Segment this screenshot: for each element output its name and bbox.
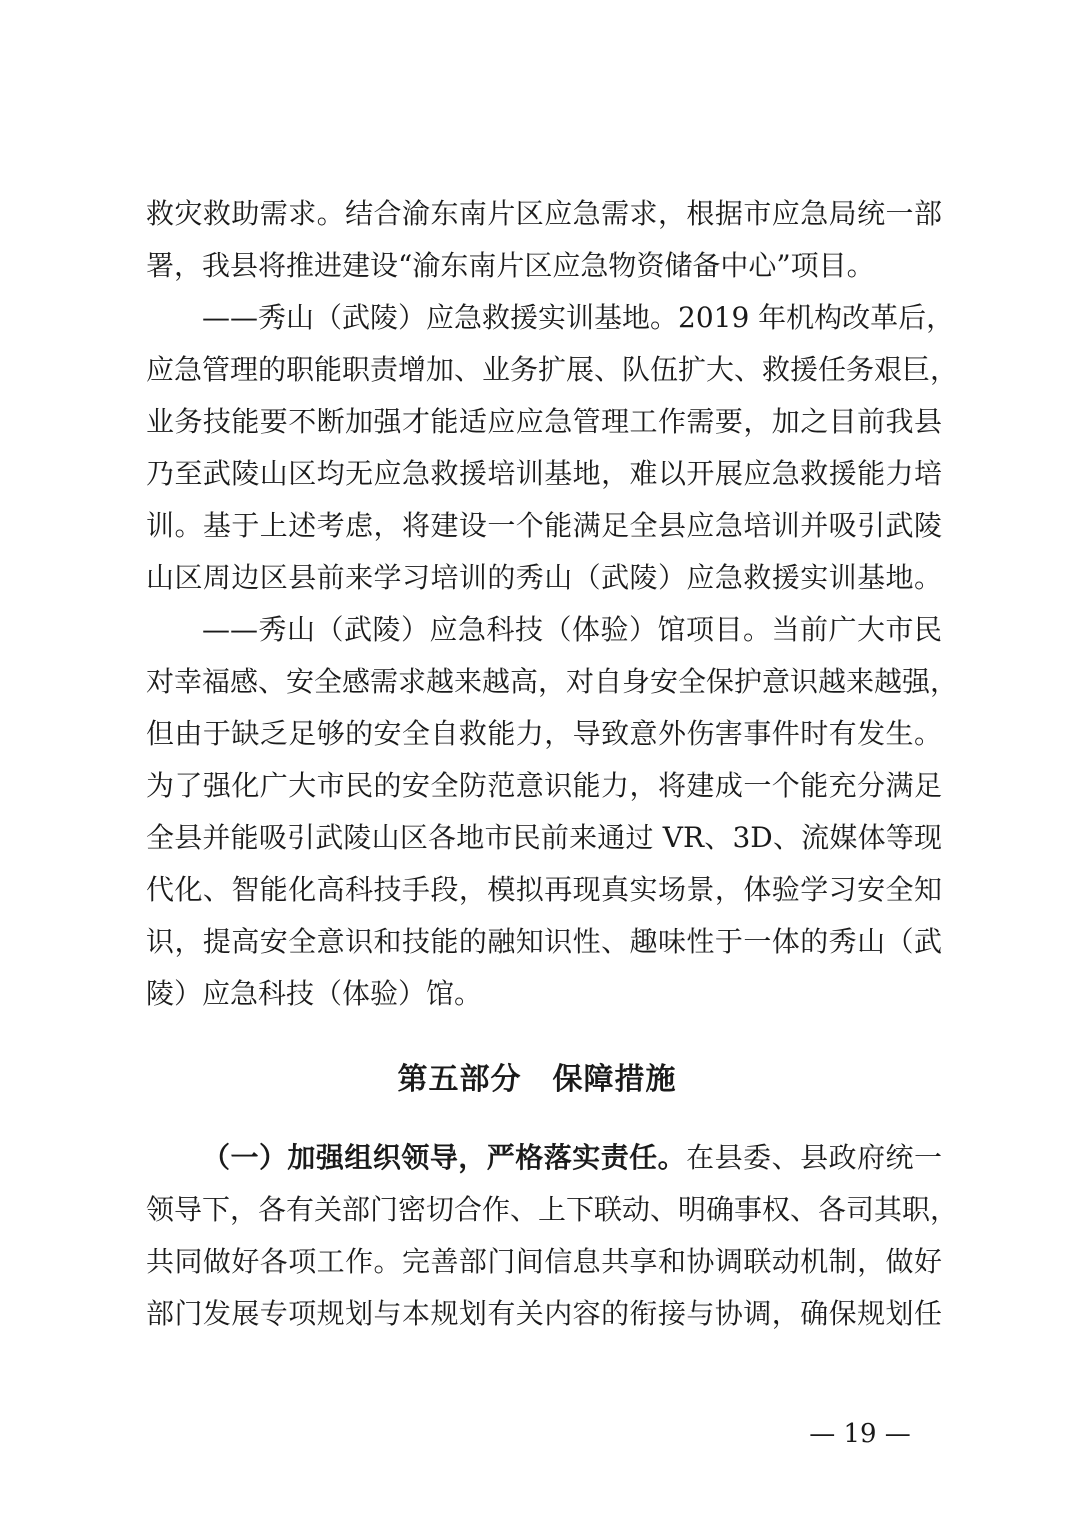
body-line-15: 识，提高安全意识和技能的融知识性、趣味性于一体的秀山（武 <box>146 925 942 958</box>
body-line-14: 代化、智能化高科技手段，模拟再现真实场景，体验学习安全知 <box>146 873 942 906</box>
body-line-12: 为了强化广大市民的安全防范意识能力，将建成一个能充分满足 <box>146 769 942 802</box>
body-line-5: 业务技能要不断加强才能适应应急管理工作需要，加之目前我县 <box>146 405 942 438</box>
body-line-7: 训。基于上述考虑，将建设一个能满足全县应急培训并吸引武陵 <box>146 509 942 542</box>
body-line-2: 署，我县将推进建设“渝东南片区应急物资储备中心”项目。 <box>146 249 875 282</box>
body-line-6: 乃至武陵山区均无应急救援培训基地，难以开展应急救援能力培 <box>146 457 942 490</box>
body-line-9: ——秀山（武陵）应急科技（体验）馆项目。当前广大市民 <box>202 613 942 646</box>
paragraph-lead-line <box>202 1136 942 1180</box>
paragraph-lead-rest: 在县委、县政府统一 <box>686 1141 942 1174</box>
body-line-4: 应急管理的职能职责增加、业务扩展、队伍扩大、救援任务艰巨， <box>146 353 959 386</box>
body-line-11: 但由于缺乏足够的安全自救能力，导致意外伤害事件时有发生。 <box>146 717 942 750</box>
body-line-20: 部门发展专项规划与本规划有关内容的衔接与协调，确保规划任 <box>146 1297 942 1330</box>
body-line-1: 救灾救助需求。结合渝东南片区应急需求，根据市应急局统一部 <box>146 197 942 230</box>
body-line-18: 领导下，各有关部门密切合作、上下联动、明确事权、各司其职， <box>146 1193 959 1226</box>
body-line-10: 对幸福感、安全感需求越来越高，对自身安全保护意识越来越强， <box>146 665 959 698</box>
body-line-8: 山区周边区县前来学习培训的秀山（武陵）应急救援实训基地。 <box>146 561 942 594</box>
body-line-16: 陵）应急科技（体验）馆。 <box>146 977 483 1010</box>
page-number: — 19 — <box>809 1419 911 1449</box>
paragraph-bold-lead: （一）加强组织领导，严格落实责任。 <box>202 1141 687 1174</box>
body-line-3: ——秀山（武陵）应急救援实训基地。2019 年机构改革后， <box>202 301 955 334</box>
body-line-19: 共同做好各项工作。完善部门间信息共享和协调联动机制，做好 <box>146 1245 942 1278</box>
body-line-13: 全县并能吸引武陵山区各地市民前来通过 VR、3D、流媒体等现 <box>146 821 942 854</box>
section-heading: 第五部分 保障措施 <box>397 1062 677 1097</box>
